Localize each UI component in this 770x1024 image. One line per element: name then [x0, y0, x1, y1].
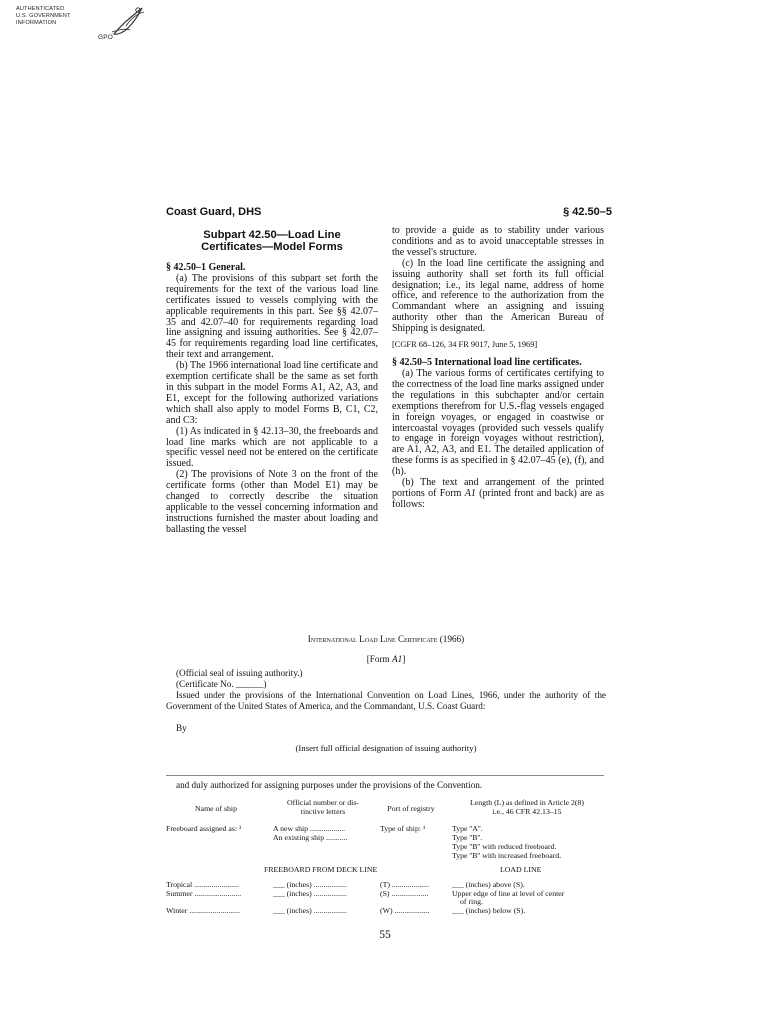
- form-title: International Load Line Certificate (1966): [307, 634, 465, 644]
- paragraph-b: (b) The 1966 international load line certificate and exemption certificate shall be the same as set forth in this subpart in the model Forms A1, A2, A3, and E1, except for the following authorized variations which shall also apply to model Forms B, C1, C2, and C3:: [166, 360, 378, 426]
- inches-winter: ___ (inches) .................: [273, 906, 347, 915]
- page-number: 55: [379, 929, 391, 941]
- paragraph-c: (c) In the load line certificate the assigning and issuing authority shall set forth its full official designation; i.e., its legal name, address of home office, and reference to the authorization from the Commandant where an assigning and issuing authority other than the American Bureau of Shipping is designated.: [392, 257, 604, 335]
- row-summer: Summer ........................: [166, 889, 242, 898]
- left-column: [166, 226, 378, 536]
- type-of-ship: Type of ship: ¹: [380, 824, 426, 833]
- form-label: [166, 654, 606, 665]
- freeboard-from-deck-line-heading: FREEBOARD FROM DECK LINE: [264, 865, 378, 874]
- section-heading-42-50-5: § 42.50–5 International load line certificates.: [392, 357, 582, 369]
- mark-summer: (S) ...................: [380, 889, 429, 898]
- inches-summer: ___ (inches) .................: [273, 889, 347, 898]
- row-winter: Winter ..........................: [166, 906, 240, 915]
- col-name-of-ship: Name of ship: [194, 804, 237, 813]
- official-seal-line: (Official seal of issuing authority.): [176, 668, 303, 678]
- col-length-line-1: Length (L) as defined in Article 2(8): [470, 798, 584, 807]
- col-length-line-2: i.e., 46 CFR 42.13–15: [492, 807, 562, 816]
- paragraph-continued: to provide a guide as to stability under various conditions and as to avoid unacceptable stresses in the vessel's structure.: [392, 225, 604, 258]
- issued-under-text: Issued under the provisions of the International Convention on Load Lines, 1966, under the authority of the Government of the United States of America, and the Commandant, U.S. Coast Guard:: [166, 690, 606, 711]
- duly-authorized-text: and duly authorized for assigning purposes under the provisions of the Convention.: [176, 780, 483, 790]
- form-label-pre: [Form: [366, 654, 392, 664]
- type-b: Type ''B''.: [452, 833, 483, 842]
- paragraph-5b-post: (printed front and back) are as follows:: [392, 487, 605, 510]
- col-port-of-registry: Port of registry: [387, 804, 435, 813]
- eagle-icon: [108, 4, 148, 38]
- subpart-title: [166, 229, 378, 253]
- right-column: [392, 226, 604, 511]
- existing-ship-option: An existing ship ...........: [273, 833, 348, 842]
- seal-gpo: GPO: [98, 34, 114, 41]
- mark-winter: (W) ..................: [380, 906, 430, 915]
- seal-line-1: AUTHENTICATED: [16, 6, 65, 12]
- col-official-number: [268, 798, 378, 816]
- citation: [CGFR 68–126, 34 FR 9017, June 5, 1969]: [392, 340, 538, 350]
- form-label-name: A1: [391, 654, 403, 664]
- load-line-upper-edge: Upper edge of line at level of center: [452, 889, 565, 898]
- mark-tropical: (T) ...................: [380, 880, 429, 889]
- paragraph-5a: (a) The various forms of certificates certifying to the correctness of the load line marks assigned under the regulations in this subchapter and/or certain exemptions therefrom for U.S.-flag vessels engaged in foreign voyages, or engaged in coastwise or intercoastal voyages (provided such vessels qualify to engage in foreign voyages without restriction), are A1, A2, A3, and E1. The detailed application of these forms is as specified in § 42.07–45 (e), (f), and (h).: [392, 367, 604, 478]
- seal-line-2: U.S. GOVERNMENT: [16, 13, 71, 19]
- type-b-increased: Type ''B'' with increased freeboard.: [452, 851, 562, 860]
- row-tropical: Tropical .......................: [166, 880, 239, 889]
- running-head-right: § 42.50–5: [563, 206, 612, 218]
- gpo-authentication-seal: [16, 4, 140, 50]
- signature-rule: [166, 775, 604, 776]
- paragraph-a: (a) The provisions of this subpart set forth the requirements for the text of the various load line certificates issued to vessels complying with the applicable requirements in this part. See §§ 42.07–35 and 42.07–40 for requirements regarding load line assigning and issuing authorities. See § 42.07–45 for requirements regarding load line certificates, their text and arrangement.: [166, 272, 378, 361]
- load-line-upper-edge-cont: of ring.: [460, 897, 483, 906]
- paragraph-b2: (2) The provisions of Note 3 on the front of the certificate forms (other than Model E1) may be changed to correctly describe the situation applicable to the vessel concerning information and instructions furnished the master about loading and ballasting the vessel: [166, 469, 378, 535]
- col-length: [448, 798, 606, 816]
- subpart-title-line-1: Subpart 42.50—Load Line: [203, 229, 341, 241]
- subpart-title-line-2: Certificates—Model Forms: [201, 241, 343, 253]
- paragraph-5b: [392, 478, 604, 511]
- form-label-post: ]: [402, 654, 406, 664]
- freeboard-assigned: Freeboard assigned as: ¹: [166, 824, 242, 833]
- insert-designation: (Insert full official designation of issuing authority): [295, 743, 477, 753]
- paragraph-5b-pre: (b) The text and arrangement of the printed portions of Form: [392, 477, 604, 499]
- paragraph-b1: (1) As indicated in § 42.13–30, the freeboards and load line marks which are not applicable to a specific vessel need not be entered on the certificate issued.: [166, 425, 378, 470]
- running-head-left: Coast Guard, DHS: [166, 206, 262, 218]
- new-ship-option: A new ship ..................: [273, 824, 346, 833]
- load-line-below: ___ (inches) below (S).: [452, 906, 526, 915]
- col-official-number-line-1: Official number or dis-: [287, 798, 359, 807]
- inches-tropical: ___ (inches) .................: [273, 880, 347, 889]
- type-a: Type ''A''.: [452, 824, 483, 833]
- col-official-number-line-2: tinctive letters: [300, 807, 346, 816]
- section-heading-42-50-1: § 42.50–1 General.: [166, 262, 246, 273]
- seal-line-3: INFORMATION: [16, 20, 57, 26]
- paragraph-5b-form: A1: [464, 487, 476, 499]
- type-b-reduced: Type ''B'' with reduced freeboard.: [452, 842, 557, 851]
- load-line-heading: LOAD LINE: [500, 865, 542, 874]
- certificate-number: (Certificate No. ______): [176, 679, 267, 689]
- by-line: By: [176, 723, 187, 733]
- load-line-above: ___ (inches) above (S).: [452, 880, 525, 889]
